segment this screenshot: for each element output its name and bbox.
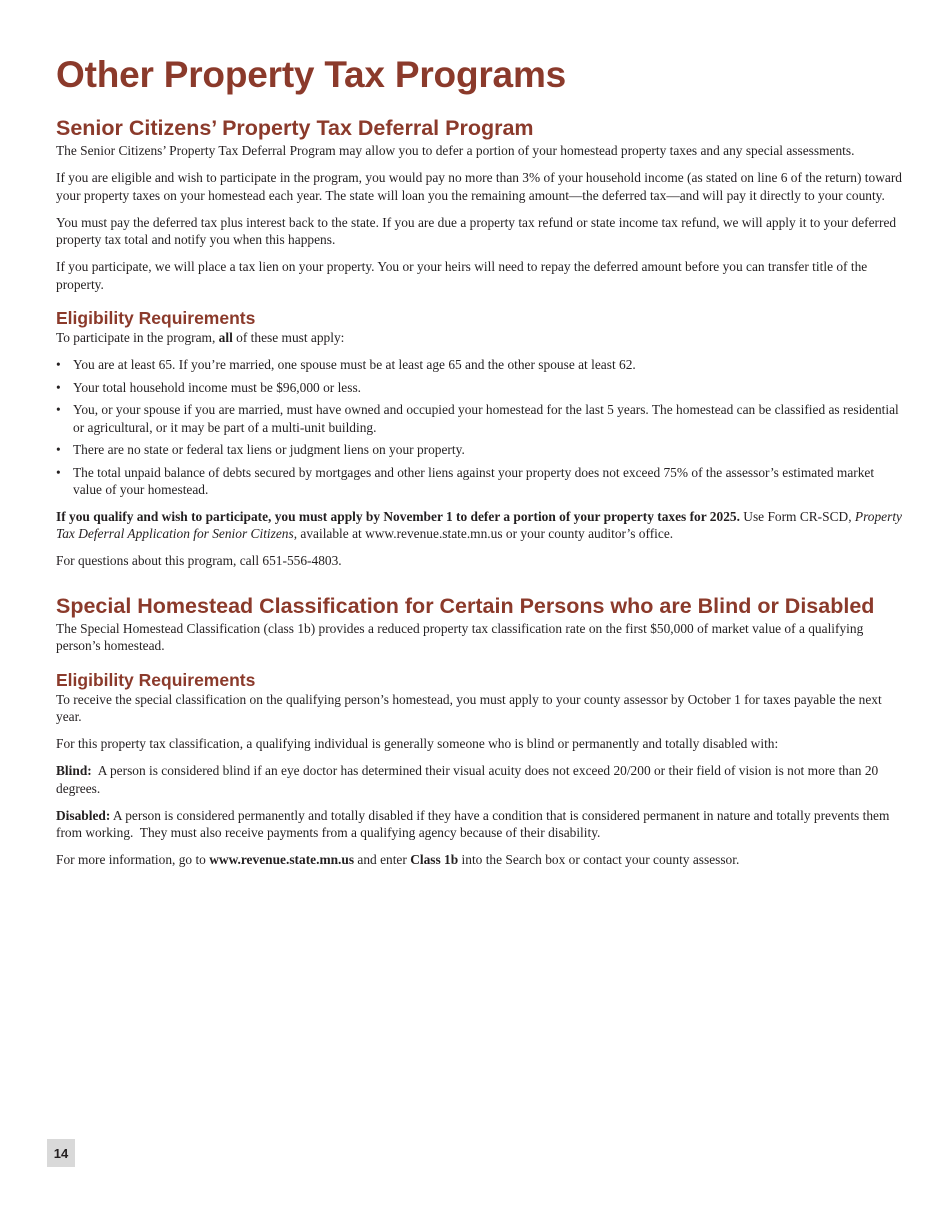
deferral-heading: Senior Citizens’ Property Tax Deferral Program	[56, 116, 534, 140]
deferral-paragraph-1: The Senior Citizens’ Property Tax Deferral Program may allow you to defer a portion of your homestead property taxes and any special assessments.	[56, 143, 855, 158]
special-paragraph-1: The Special Homestead Classification (class 1b) provides a reduced property tax classification rate on the first $50,000 of market value of a qualifying person’s homestead.	[56, 620, 864, 653]
eligibility-list	[56, 356, 904, 499]
special-eligibility-heading: Eligibility Requirements	[56, 669, 256, 690]
list-item: • You, or your spouse if you are married, must have owned and occupied your homestead for the last 5 years. The homestead can be classified as residential or agricultural, or it may be part of a multi-unit building.	[56, 402, 899, 435]
page-title: Other Property Tax Programs	[56, 54, 567, 95]
list-item: • Your total household income must be $96,000 or less.	[56, 379, 362, 395]
disabled-definition: Disabled: A person is considered permanently and totally disabled if they have a condition that is considered permanent in nature and totally prevents them from working. They must also receive payments from a qualifying agency because of their disability.	[56, 807, 893, 840]
list-item: • There are no state or federal tax liens or judgment liens on your property.	[56, 442, 465, 457]
blind-definition: Blind: A person is considered blind if an eye doctor has determined their visual acuity does not exceed 20/200 or their field of vision is not more than 20 degrees.	[56, 763, 882, 796]
list-item: • The total unpaid balance of debts secured by mortgages and other liens against your property does not exceed 75% of the assessor’s estimated market value of your homestead.	[56, 464, 875, 497]
deferral-paragraph-4: If you participate, we will place a tax lien on your property. You or your heirs will need to repay the deferred amount before you can transfer title of the property.	[56, 259, 868, 292]
deferral-paragraph-3: You must pay the deferred tax plus interest back to the state. If you are due a property tax refund or state income tax refund, we will apply it to your deferred property tax total and notify you when this happens.	[56, 214, 897, 247]
apply-deadline-paragraph: If you qualify and wish to participate, you must apply by November 1 to defer a portion of your property taxes for 2025. Use Form CR-SCD, Property Tax Deferral Application for Senior Citizens, available at www.revenue.state.mn.us or your county auditor’s office.	[56, 508, 902, 541]
special-eligibility-paragraph-1: To receive the special classification on the qualifying person’s homestead, you must apply to your county assessor by October 1 for taxes payable the next year.	[56, 691, 882, 724]
list-item: • You are at least 65. If you’re married, one spouse must be at least age 65 and the other spouse at least 62.	[56, 357, 636, 372]
document-page	[56, 50, 904, 878]
questions-paragraph: For questions about this program, call 651-556-4803.	[56, 553, 342, 568]
page-number: 14	[47, 1139, 75, 1167]
special-eligibility-paragraph-2: For this property tax classification, a qualifying individual is generally someone who is blind or permanently and totally disabled with:	[56, 736, 779, 751]
deferral-eligibility-intro: To participate in the program, all of these must apply:	[56, 330, 345, 345]
deferral-paragraph-2: If you are eligible and wish to participate in the program, you would pay no more than 3% of your household income (as stated on line 6 of the return) toward your property taxes on your homestead each year. The state will loan you the remaining amount—the deferred tax—and will pay it directly to your county.	[56, 170, 902, 203]
deferral-eligibility-heading: Eligibility Requirements	[56, 308, 256, 328]
more-information-paragraph: For more information, go to www.revenue.state.mn.us and enter Class 1b into the Search box or contact your county assessor.	[56, 852, 740, 867]
special-homestead-heading: Special Homestead Classification for Certain Persons who are Blind or Disabled	[56, 593, 875, 618]
